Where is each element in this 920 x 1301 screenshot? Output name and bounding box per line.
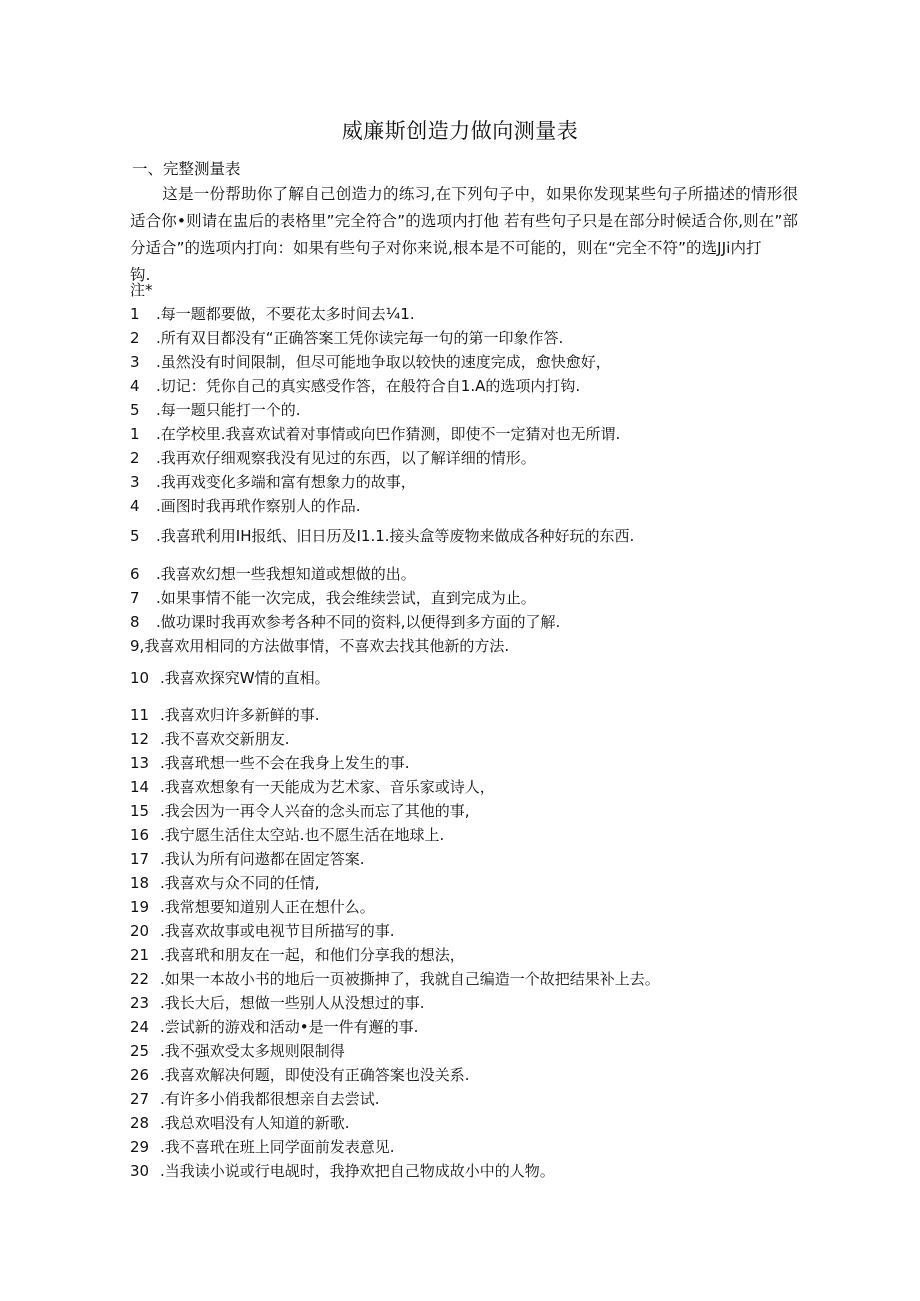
question-item: [130, 991, 425, 1015]
question-text: .我不强欢受太多规则限制得: [160, 1042, 345, 1060]
question-text: .我会因为一再令人兴奋的念头而忘了其他的事,: [160, 802, 470, 820]
question-item: [130, 871, 320, 895]
note-text: .每一题都要做，不要花太多时间去¼1.: [156, 305, 415, 323]
question-number: 21: [130, 946, 150, 964]
question-number: 16: [130, 826, 150, 844]
intro-line: 分适合”的选项内打向：如果有些句子对你来说,根本是不可能的，则在“完全不符”的选JJi内打: [130, 239, 762, 257]
intro-line: 这是一份帮助你了解自己创造力的练习,在下列句子中，如果你发现某些句子所描述的情形很: [162, 185, 798, 203]
question-number: 22: [130, 970, 150, 988]
question-item: [130, 1111, 350, 1135]
question-number: 6: [130, 565, 140, 583]
question-item: [130, 1159, 555, 1183]
question-text: .我常想要知道别人正在想什么。: [160, 898, 375, 916]
question-number: 7: [130, 589, 140, 607]
question-item: [130, 1039, 345, 1063]
note-item: [130, 374, 580, 398]
note-item: [130, 302, 415, 326]
question-number: 23: [130, 994, 150, 1012]
question-number: 24: [130, 1018, 150, 1036]
question-number: 26: [130, 1066, 150, 1084]
question-text: 我喜欢用相同的方法做事情，不喜欢去找其他新的方法.: [144, 637, 510, 655]
note-number: 1: [130, 305, 140, 323]
question-number: 5: [130, 527, 140, 545]
note-item: [130, 326, 563, 350]
question-item: [130, 610, 560, 634]
question-text: .我喜欢想象有一天能成为艺术家、音乐家或诗人，: [160, 778, 495, 796]
note-item: [130, 398, 301, 422]
question-item: [130, 919, 395, 943]
question-item: [130, 703, 320, 727]
question-item: [130, 1135, 395, 1159]
question-text: .我不喜欢交新朋友.: [160, 730, 290, 748]
question-text: .我喜欢归许多新鲜的事.: [160, 706, 320, 724]
section-heading: 一、完整测量表: [132, 160, 241, 178]
question-item: [130, 634, 509, 658]
question-item: [130, 494, 361, 518]
question-text: .我喜欢与众不同的任情,: [160, 874, 320, 892]
note-text: .虽然没有时间限制，但尽可能地争取以较快的速度完成，愈快愈好，: [156, 353, 611, 371]
intro-line: 钩.: [130, 266, 151, 284]
question-number: 19: [130, 898, 150, 916]
note-item: [130, 350, 611, 374]
question-item: [130, 586, 536, 610]
question-item: [130, 943, 465, 967]
note-number: 3: [130, 353, 140, 371]
question-text: .我长大后，想做一些别人从没想过的事.: [160, 994, 425, 1012]
note-number: 5: [130, 401, 140, 419]
question-number: 9,: [130, 637, 145, 655]
note-number: 2: [130, 329, 140, 347]
question-item: [130, 751, 410, 775]
note-text: .切记：凭你自己的真实感受作答，在般符合自1.A的选项内打钩.: [156, 377, 581, 395]
question-item: [130, 666, 330, 690]
question-number: 20: [130, 922, 150, 940]
question-item: [130, 1015, 418, 1039]
question-number: 14: [130, 778, 150, 796]
question-item: [130, 524, 634, 548]
document-title: 威廉斯创造力做向测量表: [341, 119, 579, 143]
question-text: .有许多小俏我都很想亲自去尝试.: [160, 1090, 380, 1108]
question-text: .如果事情不能一次完成，我会维续尝试，直到完成为止。: [156, 589, 536, 607]
question-item: [130, 847, 365, 871]
question-item: [130, 775, 495, 799]
question-text: .我再戏变化多端和富有想象力的故事，: [156, 473, 416, 491]
question-text: .我喜玳想一些不会在我身上发生的事.: [160, 754, 410, 772]
question-text: .我认为所有问遨都在固定答案.: [160, 850, 365, 868]
question-number: 29: [130, 1138, 150, 1156]
question-text: .我喜欢解决何题，即使没有正确答案也没关系.: [160, 1066, 470, 1084]
question-number: 28: [130, 1114, 150, 1132]
intro-paragraph: [130, 181, 798, 289]
question-text: .我喜欢探究W情的直相。: [160, 669, 330, 687]
question-text: .我喜欢故事或电视节目所描写的事.: [160, 922, 395, 940]
question-number: 27: [130, 1090, 150, 1108]
question-text: .我喜玳和朋友在一起，和他们分享我的想法，: [160, 946, 465, 964]
question-item: [130, 727, 290, 751]
question-text: .我喜玳利用IH报纸、旧日历及I1.1.接头盒等废物来做成各种好玩的东西.: [156, 527, 635, 545]
note-number: 4: [130, 377, 140, 395]
question-item: [130, 799, 470, 823]
question-number: 4: [130, 497, 140, 515]
question-number: 30: [130, 1162, 150, 1180]
question-item: [130, 823, 444, 847]
question-item: [130, 562, 416, 586]
note-text: .所有双目都没有“正确答案工凭你读完毎一句的第一印象作答.: [156, 329, 564, 347]
question-text: .我喜欢幻想一些我想知道或想做的出。: [156, 565, 416, 583]
question-item: [130, 895, 375, 919]
question-number: 17: [130, 850, 150, 868]
question-number: 3: [130, 473, 140, 491]
question-number: 2: [130, 449, 140, 467]
question-number: 25: [130, 1042, 150, 1060]
question-item: [130, 422, 620, 446]
question-item: [130, 967, 660, 991]
question-text: .我不喜玳在班上同学面前发表意见.: [160, 1138, 395, 1156]
question-number: 10: [130, 669, 150, 687]
question-text: .在学校里.我喜欢试着对事情或向巴作猜测，即使不一定猜对也无所谓.: [156, 425, 621, 443]
question-number: 11: [130, 706, 150, 724]
question-text: .我总欢唱没有人知道的新歌.: [160, 1114, 350, 1132]
question-number: 18: [130, 874, 150, 892]
question-item: [130, 470, 416, 494]
question-item: [130, 1087, 380, 1111]
notes-label: 注*: [130, 281, 153, 299]
question-text: .如果一本故小书的地后一页被撕抻了，我就自己编造一个故把结果补上去。: [160, 970, 660, 988]
question-number: 12: [130, 730, 150, 748]
question-text: .当我读小说或行电觇时，我挣欢把自己物成故小中的人物。: [160, 1162, 555, 1180]
question-text: .画图时我再玳作察别人的作品.: [156, 497, 361, 515]
note-text: .每一题只能打一个的.: [156, 401, 301, 419]
question-text: .尝试新的游戏和活动•是一件有邂的事.: [160, 1018, 419, 1036]
question-number: 8: [130, 613, 140, 631]
question-number: 1: [130, 425, 140, 443]
question-number: 13: [130, 754, 150, 772]
intro-line: 适合你•则请在盅后的表格里”完全符合”的选项内打他 若有些句子只是在部分时候适合你,则在”部: [130, 212, 798, 230]
question-item: [130, 446, 536, 470]
question-text: .做功课时我再欢参考各种不同的资料,以便得到多方面的了解.: [156, 613, 561, 631]
question-text: .我宁愿生活住太空站.也不愿生活在地球上.: [160, 826, 445, 844]
question-item: [130, 1063, 470, 1087]
question-text: .我再欢仔细观察我没有见过的东西，以了解详细的情形。: [156, 449, 536, 467]
question-number: 15: [130, 802, 150, 820]
